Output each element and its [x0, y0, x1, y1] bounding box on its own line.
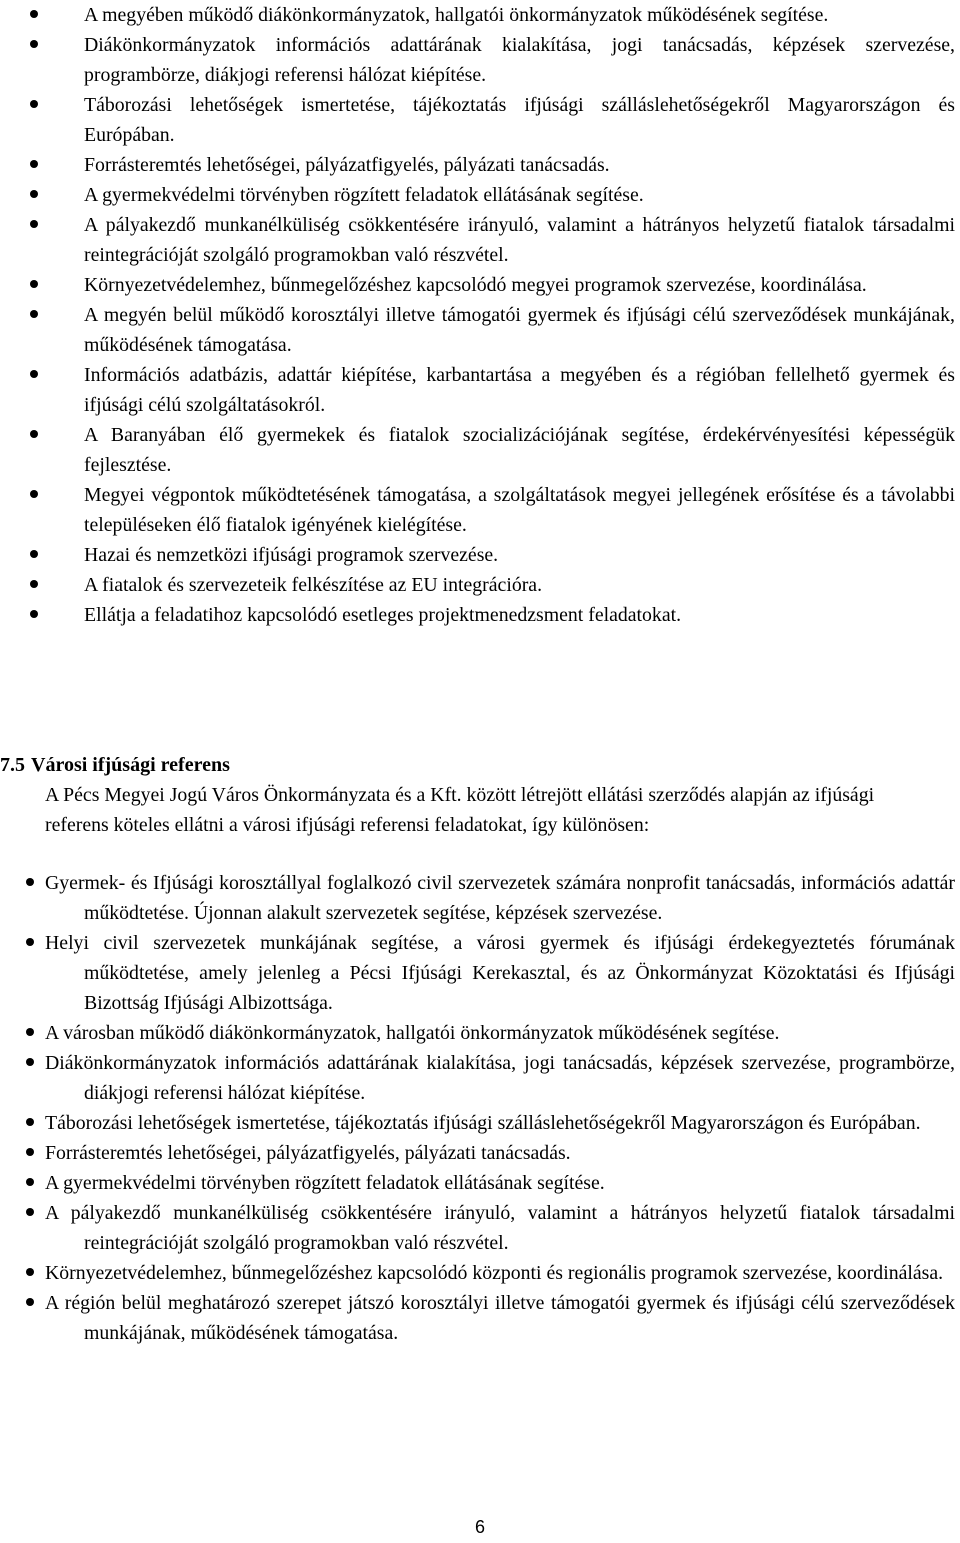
list-item: A gyermekvédelmi törvényben rögzített feladatok ellátásának segítése. [0, 180, 960, 210]
bullet-icon [30, 180, 42, 210]
list-item: Táborozási lehetőségek ismertetése, tájékoztatás ifjúsági szálláslehetőségekről Magyarországon és Európában. [0, 90, 960, 150]
list-item: Környezetvédelemhez, bűnmegelőzéshez kapcsolódó központi és regionális programok szervezése, koordinálása. [0, 1258, 960, 1288]
list-item: Információs adatbázis, adattár kiépítése, karbantartása a megyében és a régióban fellelhető gyermek és ifjúsági célú szolgáltatásokról. [0, 360, 960, 420]
list-item: Hazai és nemzetközi ifjúsági programok szervezése. [0, 540, 960, 570]
list-item: Környezetvédelemhez, bűnmegelőzéshez kapcsolódó megyei programok szervezése, koordinálása. [0, 270, 960, 300]
list-item: Gyermek- és Ifjúsági korosztállyal foglalkozó civil szervezetek számára nonprofit tanácsadás, információs adattár működtetése. Újonnan alakult szervezetek segítése, képzések szervezése. [0, 868, 960, 928]
bullet-icon [30, 570, 42, 600]
bullet-icon [30, 540, 42, 570]
list-item: A régión belül meghatározó szerepet játszó korosztályi illetve támogatói gyermek és ifjúsági célú szerveződések munkájának, működésének támogatása. [0, 1288, 960, 1348]
list-item: A fiatalok és szervezeteik felkészítése az EU integrációra. [0, 570, 960, 600]
section-heading [0, 750, 236, 780]
bullet-icon [30, 210, 42, 240]
county-task-list [0, 0, 960, 630]
bullet-icon [26, 1288, 38, 1318]
bullet-icon [30, 360, 42, 390]
list-item: A megyében működő diákönkormányzatok, hallgatói önkormányzatok működésének segítése. [0, 0, 960, 30]
bullet-icon [30, 300, 42, 330]
bullet-icon [26, 928, 38, 958]
section-title: Városi ifjúsági referens [31, 754, 230, 776]
list-item: Helyi civil szervezetek munkájának segítése, a városi gyermek és ifjúsági érdekegyeztetés fórumának működtetése, amely jelenleg a Pécsi Ifjúsági Kerekasztal, és az Önkormányzat Közoktatási és Ifjúsági Bizottság Ifjúsági Albizottsága. [0, 928, 960, 1018]
bullet-icon [30, 600, 42, 630]
list-item: Táborozási lehetőségek ismertetése, tájékoztatás ifjúsági szálláslehetőségekről Magyarországon és Európában. [0, 1108, 960, 1138]
list-item: A pályakezdő munkanélküliség csökkentésére irányuló, valamint a hátrányos helyzetű fiatalok társadalmi reintegrációját szolgáló programokban való részvétel. [0, 210, 960, 270]
bullet-icon [30, 150, 42, 180]
list-item: A pályakezdő munkanélküliség csökkentésére irányuló, valamint a hátrányos helyzetű fiatalok társadalmi reintegrációját szolgáló programokban való részvétel. [0, 1198, 960, 1258]
bullet-icon [26, 1138, 38, 1168]
list-item: A városban működő diákönkormányzatok, hallgatói önkormányzatok működésének segítése. [0, 1018, 960, 1048]
bullet-icon [30, 270, 42, 300]
list-item: Forrásteremtés lehetőségei, pályázatfigyelés, pályázati tanácsadás. [0, 150, 960, 180]
bullet-icon [26, 1018, 38, 1048]
bullet-icon [26, 1258, 38, 1288]
bullet-icon [30, 420, 42, 450]
section-intro: A Pécs Megyei Jogú Város Önkormányzata és a Kft. között létrejött ellátási szerződés alapján az ifjúsági referens köteles ellátni a városi ifjúsági referensi feladatokat, így különösen: [45, 784, 875, 836]
list-item: Ellátja a feladatihoz kapcsolódó esetleges projektmenedzsment feladatokat. [0, 600, 960, 630]
list-item: Diákönkormányzatok információs adattárának kialakítása, jogi tanácsadás, képzések szervezése, programbörze, diákjogi referensi hálózat kiépítése. [0, 30, 960, 90]
list-item: A megyén belül működő korosztályi illetve támogatói gyermek és ifjúsági célú szerveződések munkájának, működésének támogatása. [0, 300, 960, 360]
city-task-list [0, 868, 960, 1348]
section-number: 7.5 [0, 754, 25, 776]
list-item: A Baranyában élő gyermekek és fiatalok szocializációjának segítése, érdekérvényesítési képességük fejlesztése. [0, 420, 960, 480]
bullet-icon [30, 90, 42, 120]
list-item: A gyermekvédelmi törvényben rögzített feladatok ellátásának segítése. [0, 1168, 960, 1198]
page-number: 6 [474, 1517, 485, 1537]
bullet-icon [30, 30, 42, 60]
bullet-icon [30, 0, 42, 30]
bullet-icon [26, 868, 38, 898]
bullet-icon [30, 480, 42, 510]
list-item: Diákönkormányzatok információs adattárának kialakítása, jogi tanácsadás, képzések szervezése, programbörze, diákjogi referensi hálózat kiépítése. [0, 1048, 960, 1108]
bullet-icon [26, 1168, 38, 1198]
list-item: Forrásteremtés lehetőségei, pályázatfigyelés, pályázati tanácsadás. [0, 1138, 960, 1168]
bullet-icon [26, 1198, 38, 1228]
bullet-icon [26, 1048, 38, 1078]
bullet-icon [26, 1108, 38, 1138]
list-item: Megyei végpontok működtetésének támogatása, a szolgáltatások megyei jellegének erősítése és a távolabbi településeken élő fiatalok igényének kielégítése. [0, 480, 960, 540]
